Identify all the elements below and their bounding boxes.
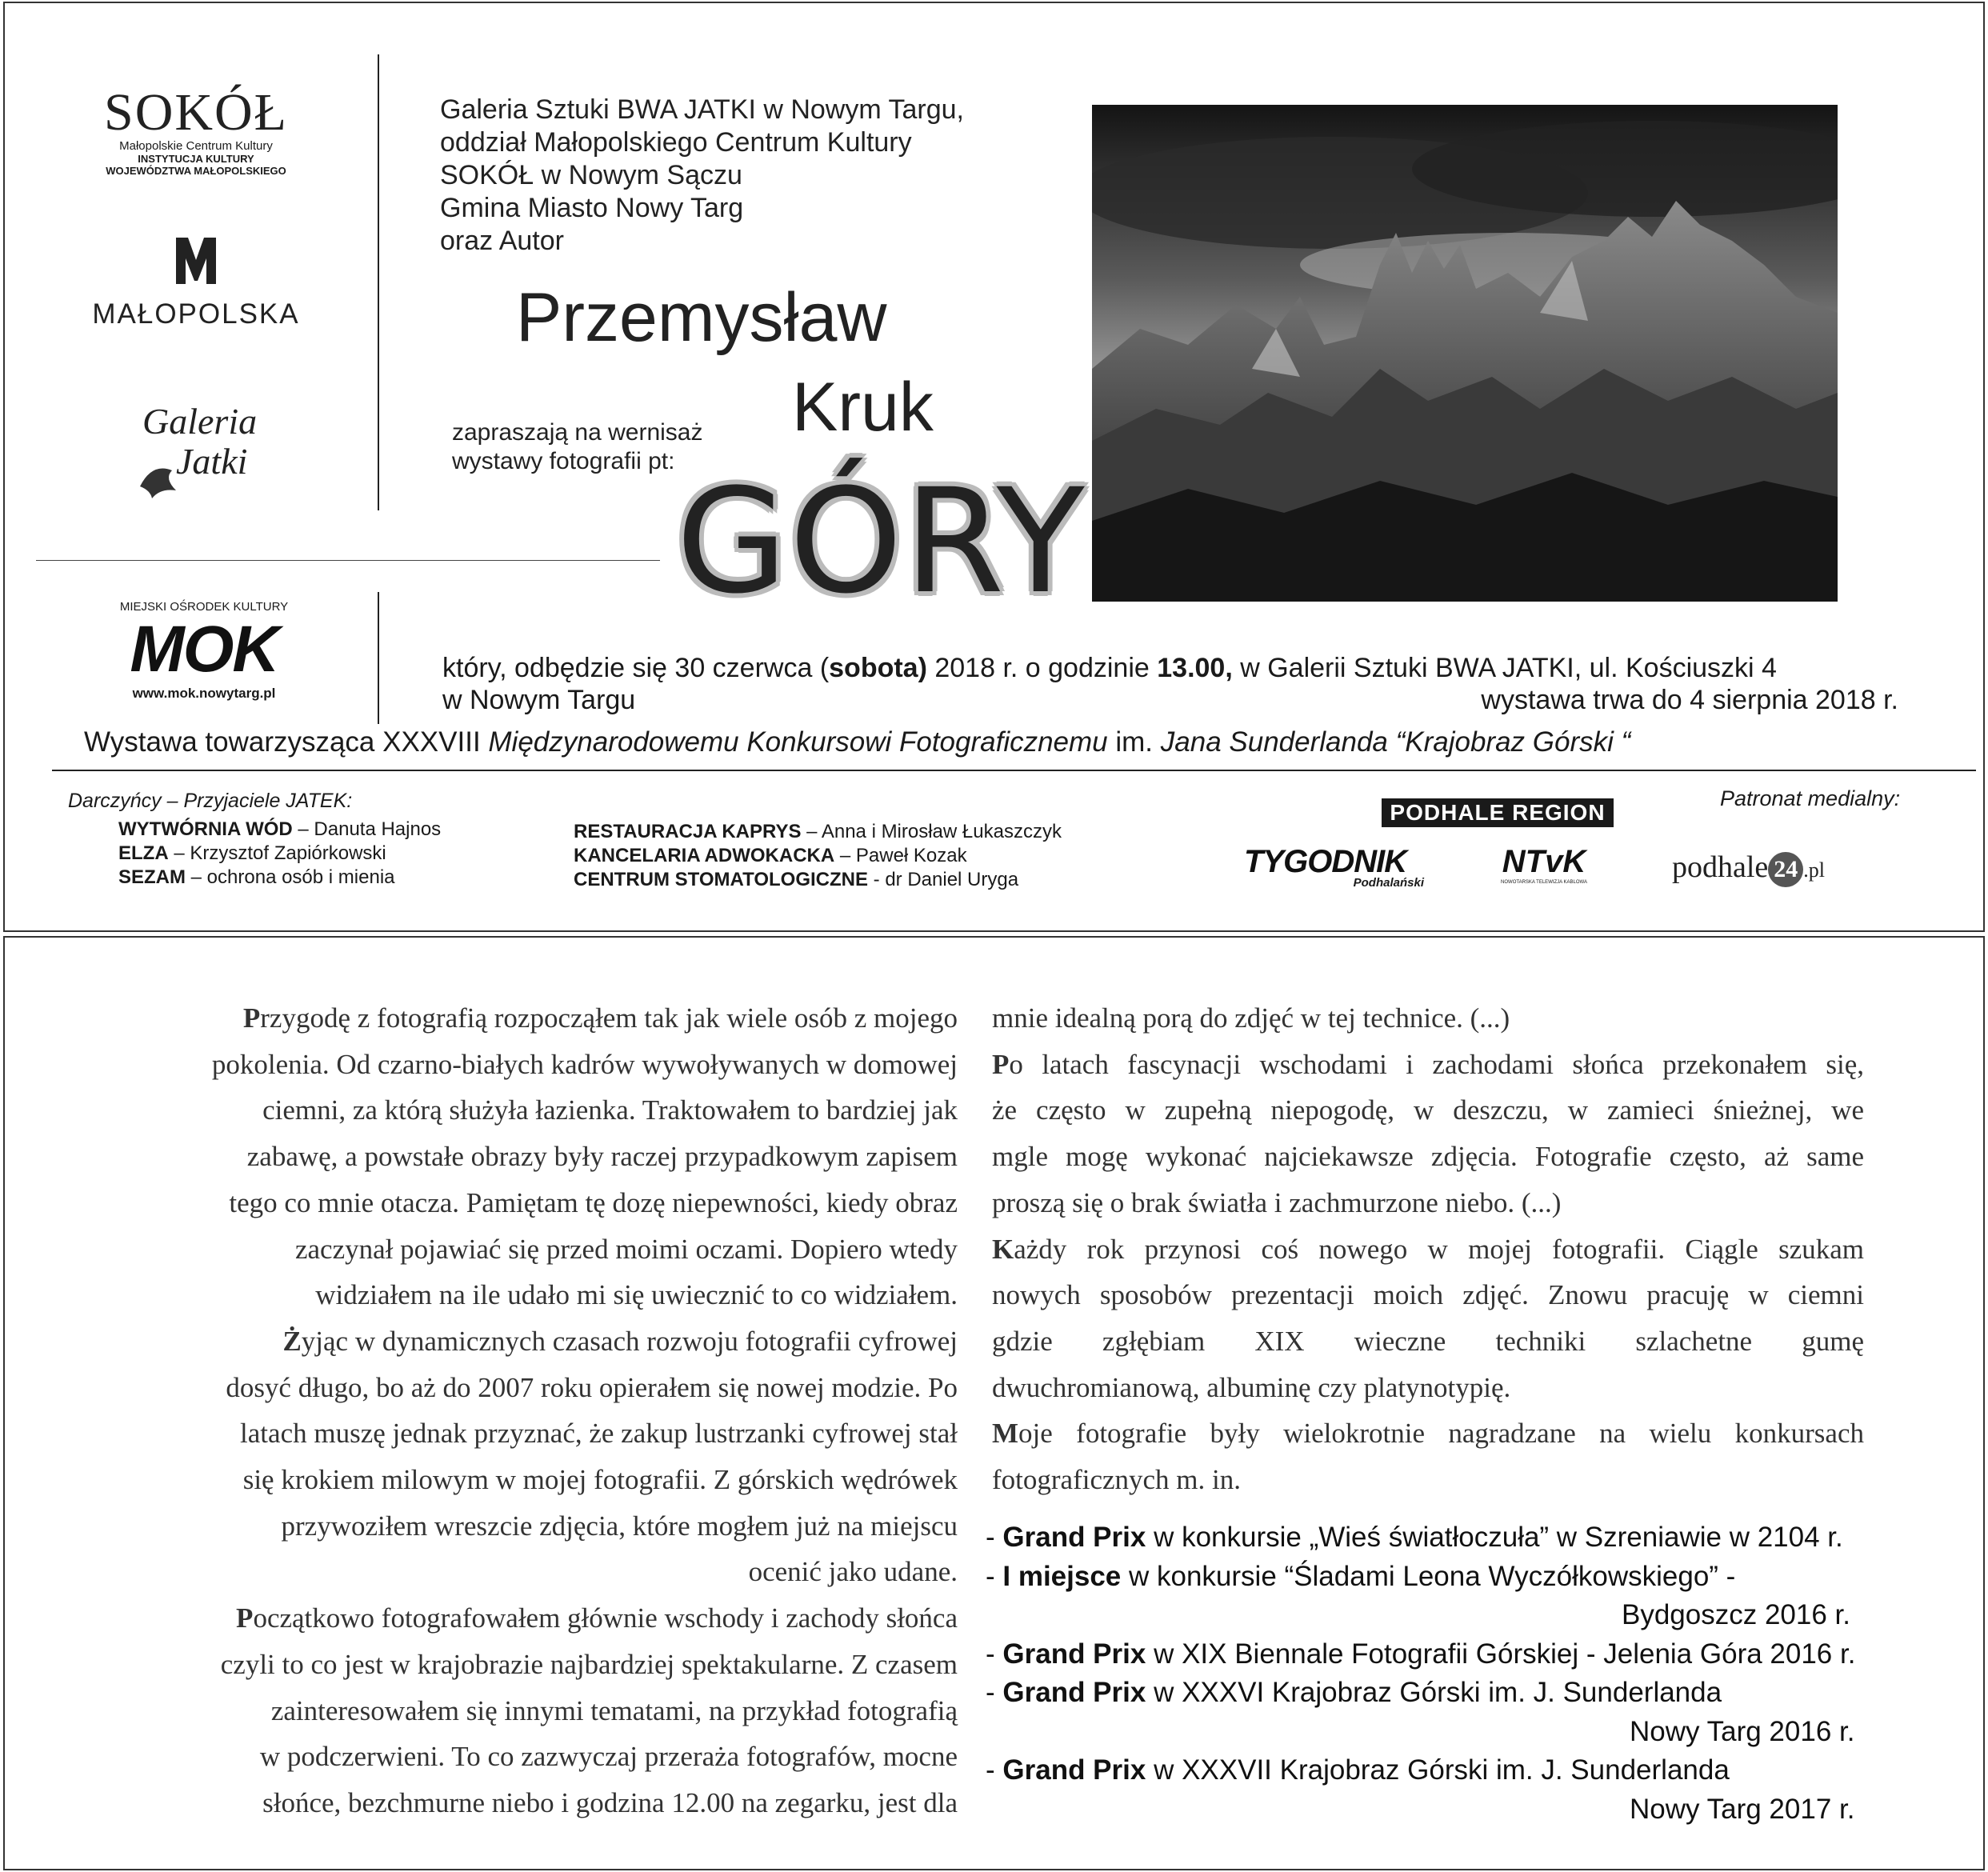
bio-line: proszą się o brak światła i zachmurzone niebo. (...)	[992, 1186, 1562, 1218]
donor-name: KANCELARIA ADWOKACKA	[574, 845, 835, 866]
artist-last-name: Kruk	[792, 369, 934, 446]
donor-person: - dr Daniel Uryga	[868, 869, 1019, 890]
bio-line: w podczerwieni. To co zazwyczaj przeraża fotografów, mocne	[259, 1741, 958, 1773]
donor-item	[118, 866, 441, 890]
donor-name: CENTRUM STOMATOLOGICZNE	[574, 869, 868, 890]
bio-line: Początkowo fotografowałem głównie wschody i zachody słońca	[236, 1602, 958, 1634]
bio-line: zabawę, a powstałe obrazy były raczej przypadkowym zapisem	[246, 1141, 958, 1173]
bio-line: latach muszę jednak przyznać, że zakup lustrzanki cyfrowej stał	[240, 1418, 958, 1450]
event-details	[442, 652, 1898, 716]
ntvk-logo	[1492, 844, 1596, 892]
donors-left-list	[118, 818, 441, 890]
bio-line: mnie idealną porą do zdjęć w tej technice. (...)	[992, 1002, 1510, 1034]
organizer-line: oraz Autor	[440, 226, 564, 256]
donor-person: – ochrona osób i mienia	[186, 866, 395, 888]
donor-name: ELZA	[118, 842, 169, 864]
exhibition-title: GÓRY	[676, 458, 1086, 626]
bio-line: słońce, bezchmurne niebo i godzina 12.00 na zegarku, jest dla	[262, 1786, 958, 1818]
event-date-text: który, odbędzie się 30 czerwca (	[442, 653, 830, 683]
mok-logo-top: MIEJSKI OŚRODEK KULTURY	[119, 600, 289, 614]
award-dash: -	[986, 1677, 1003, 1708]
invite-line: zapraszają na wernisaż	[452, 419, 703, 446]
award-desc: w konkursie “Śladami Leona Wyczółkowskiego” -	[1121, 1560, 1736, 1592]
bio-line: czyli to co jest w krajobrazie najbardziej spektakularne. Z czasem	[220, 1648, 958, 1680]
mok-logo-name: MOK	[130, 613, 278, 686]
mok-logo	[92, 600, 316, 702]
donor-person: – Paweł Kozak	[834, 845, 967, 866]
tygodnik-logo	[1244, 844, 1424, 892]
invite-text	[452, 418, 703, 476]
podhale24-part-a: podhale	[1672, 850, 1769, 884]
ntvk-logo-name: NTvK	[1502, 844, 1586, 879]
mountain-landscape-image	[1092, 105, 1838, 602]
artist-first-name: Przemysław	[516, 279, 887, 356]
award-item	[986, 1790, 1866, 1830]
bio-line: nowych sposobów prezentacji moich zdjęć. Znowu pracuję w ciemni	[992, 1279, 1864, 1311]
award-item	[986, 1635, 1866, 1674]
malopolska-logo-name: MAŁOPOLSKA	[92, 298, 300, 330]
tygodnik-logo-name: TYGODNIK	[1244, 844, 1407, 879]
award-item	[986, 1596, 1866, 1635]
organizers-block	[440, 94, 1080, 258]
sokol-logo	[64, 83, 328, 177]
bio-line: Żyjąc w dynamicznych czasach rozwoju fotografii cyfrowej	[282, 1325, 958, 1357]
bio-line: Przygodę z fotografią rozpocząłem tak jak wiele osób z mojego	[242, 1002, 958, 1034]
exhibition-duration: wystawa trwa do 4 sierpnia 2018 r.	[1481, 685, 1898, 715]
galeria-jatki-logo	[128, 400, 256, 504]
bio-line: ciemni, za którą służyła łazienka. Traktowałem to bardziej jak	[262, 1094, 958, 1126]
sokol-logo-sub2: INSTYTUCJA KULTURY	[138, 153, 254, 165]
award-item	[986, 1518, 1866, 1558]
award-desc: Bydgoszcz 2016 r.	[1622, 1599, 1850, 1630]
accompanying-part-a: Wystawa towarzysząca XXXVIII	[84, 726, 489, 758]
galeria-logo-line1: Galeria	[142, 401, 258, 442]
podhale-region-logo: PODHALE REGION	[1382, 798, 1614, 827]
award-rank: Grand Prix	[1002, 1754, 1146, 1786]
organizer-line: SOKÓŁ w Nowym Sączu	[440, 160, 742, 190]
organizer-line: Gmina Miasto Nowy Targ	[440, 193, 744, 223]
accompanying-part-c: im.	[1107, 726, 1161, 758]
donor-item	[118, 818, 441, 842]
event-details-line1	[442, 652, 1898, 684]
award-item	[986, 1713, 1866, 1752]
award-desc: Nowy Targ 2016 r.	[1630, 1715, 1855, 1747]
award-desc: w XXXVI Krajobraz Górski im. J. Sunderlanda	[1146, 1677, 1722, 1708]
accompanying-note	[84, 726, 1630, 758]
accompanying-part-b: Międzynarodowemu Konkursowi Fotograficznemu	[488, 726, 1108, 758]
award-desc: Nowy Targ 2017 r.	[1630, 1793, 1855, 1825]
donors-heading: Darczyńcy – Przyjaciele JATEK:	[68, 790, 353, 812]
award-rank: I miejsce	[1002, 1560, 1122, 1592]
galeria-logo-line2: Jatki	[176, 441, 248, 482]
sokol-logo-name: SOKÓŁ	[103, 83, 288, 142]
bio-line: dwuchromianową, albuminę czy platynotypię.	[992, 1371, 1511, 1403]
malopolska-logo	[76, 228, 316, 336]
event-details-line2	[442, 684, 1898, 716]
bio-line: Każdy rok przynosi coś nowego w mojej fotografii. Ciągle szukam	[992, 1233, 1864, 1265]
award-item	[986, 1558, 1866, 1597]
sokol-logo-sub3: WOJEWÓDZTWA MAŁOPOLSKIEGO	[106, 165, 286, 177]
award-dash: -	[986, 1560, 1003, 1592]
award-rank: Grand Prix	[1002, 1522, 1146, 1553]
accompanying-part-d: Jana Sunderlanda “Krajobraz Górski “	[1160, 726, 1631, 758]
bio-line: fotograficznych m. in.	[992, 1464, 1242, 1496]
donor-item	[574, 820, 1062, 844]
award-desc: w konkursie „Wieś światłoczuła” w Szreniawie w 2104 r.	[1146, 1522, 1843, 1553]
malopolska-emblem-icon	[76, 228, 316, 292]
logo-divider-top	[378, 54, 379, 510]
bio-line: się krokiem milowym w mojej fotografii. Z górskich wędrówek	[242, 1464, 958, 1496]
donor-item	[574, 868, 1062, 892]
logo-divider-horizontal	[36, 560, 660, 561]
bio-line: tego co mnie otacza. Pamiętam tę dozę niepewności, kiedy obraz	[229, 1186, 958, 1218]
bio-line: gdzie zgłębiam XIX wieczne techniki szlachetne gumę	[992, 1325, 1864, 1357]
awards-list	[986, 1518, 1866, 1829]
organizer-line: oddział Małopolskiego Centrum Kultury	[440, 127, 912, 158]
event-year-text: 2018 r. o godzinie	[926, 653, 1158, 683]
invite-line: wystawy fotografii pt:	[452, 448, 675, 474]
organizer-line: Galeria Sztuki BWA JATKI w Nowym Targu,	[440, 94, 964, 125]
donor-item	[574, 844, 1062, 868]
bio-line: pokolenia. Od czarno-białych kadrów wywoływanych w domowej	[211, 1048, 958, 1080]
award-desc: w XXXVII Krajobraz Górski im. J. Sunderlanda	[1146, 1754, 1730, 1786]
logo-divider-bottom	[378, 592, 379, 724]
bio-line: ocenić jako udane.	[748, 1556, 958, 1588]
award-dash: -	[986, 1638, 1003, 1670]
ntvk-logo-sub: NOWOTARSKA TELEWIZJA KABLOWA	[1501, 880, 1587, 885]
mok-logo-url: www.mok.nowytarg.pl	[132, 686, 276, 701]
event-city: w Nowym Targu	[442, 685, 636, 715]
donors-right-list	[574, 820, 1062, 892]
award-dash: -	[986, 1754, 1003, 1786]
donor-name: SEZAM	[118, 866, 186, 888]
donor-person: – Anna i Mirosław Łukaszczyk	[801, 821, 1062, 842]
donors-divider	[52, 770, 1976, 771]
bio-line: widziałem na ile udało mi się uwiecznić to co widziałem.	[315, 1279, 958, 1311]
bio-line: mgle mogę wykonać najciekawsze zdjęcia. Fotografie często, aż same	[992, 1141, 1864, 1173]
award-item	[986, 1674, 1866, 1713]
bio-line: zaczynał pojawiać się przed moimi oczami. Dopiero wtedy	[294, 1233, 958, 1265]
event-venue: w Galerii Sztuki BWA JATKI, ul. Kościuszki 4	[1232, 653, 1777, 683]
bio-line: Moje fotografie były wielokrotnie nagradzane na wielu konkursach	[992, 1418, 1864, 1450]
mountain-photo	[1092, 105, 1838, 602]
bio-line: przywoziłem wreszcie zdjęcia, które mogłem już na miejscu	[281, 1510, 958, 1542]
bio-line: zainteresowałem się innymi tematami, na przykład fotografią	[270, 1694, 958, 1726]
donor-name: WYTWÓRNIA WÓD	[118, 818, 293, 840]
event-day: sobota)	[829, 653, 927, 683]
bio-right-column	[992, 995, 1864, 1503]
bio-line: że często w zupełną niepogodę, w deszczu, w zamieci śnieżnej, we	[992, 1094, 1864, 1126]
bio-left-column	[68, 995, 958, 1826]
donor-person: – Krzysztof Zapiórkowski	[168, 842, 386, 864]
tygodnik-logo-sub: Podhalański	[1353, 876, 1424, 890]
donor-person: – Danuta Hajnos	[292, 818, 442, 840]
event-time: 13.00,	[1157, 653, 1233, 683]
donor-name: RESTAURACJA KAPRYS	[574, 821, 802, 842]
media-patronage-label: Patronat medialny:	[1720, 786, 1901, 810]
podhale24-part-c: .pl	[1803, 858, 1826, 882]
award-dash: -	[986, 1522, 1003, 1553]
award-rank: Grand Prix	[1002, 1677, 1146, 1708]
award-desc: w XIX Biennale Fotografii Górskiej - Jelenia Góra 2016 r.	[1146, 1638, 1856, 1670]
podhale24-logo	[1672, 850, 1825, 887]
bio-line: dosyć długo, bo aż do 2007 roku opierałem się nowej modzie. Po	[226, 1371, 958, 1403]
sokol-logo-sub1: Małopolskie Centrum Kultury	[119, 139, 273, 153]
donor-item	[118, 842, 441, 866]
award-rank: Grand Prix	[1002, 1638, 1146, 1670]
bio-line: Po latach fascynacji wschodami i zachodami słońca przekonałem się,	[992, 1048, 1864, 1080]
podhale24-part-b: 24	[1768, 852, 1803, 887]
award-item	[986, 1751, 1866, 1790]
